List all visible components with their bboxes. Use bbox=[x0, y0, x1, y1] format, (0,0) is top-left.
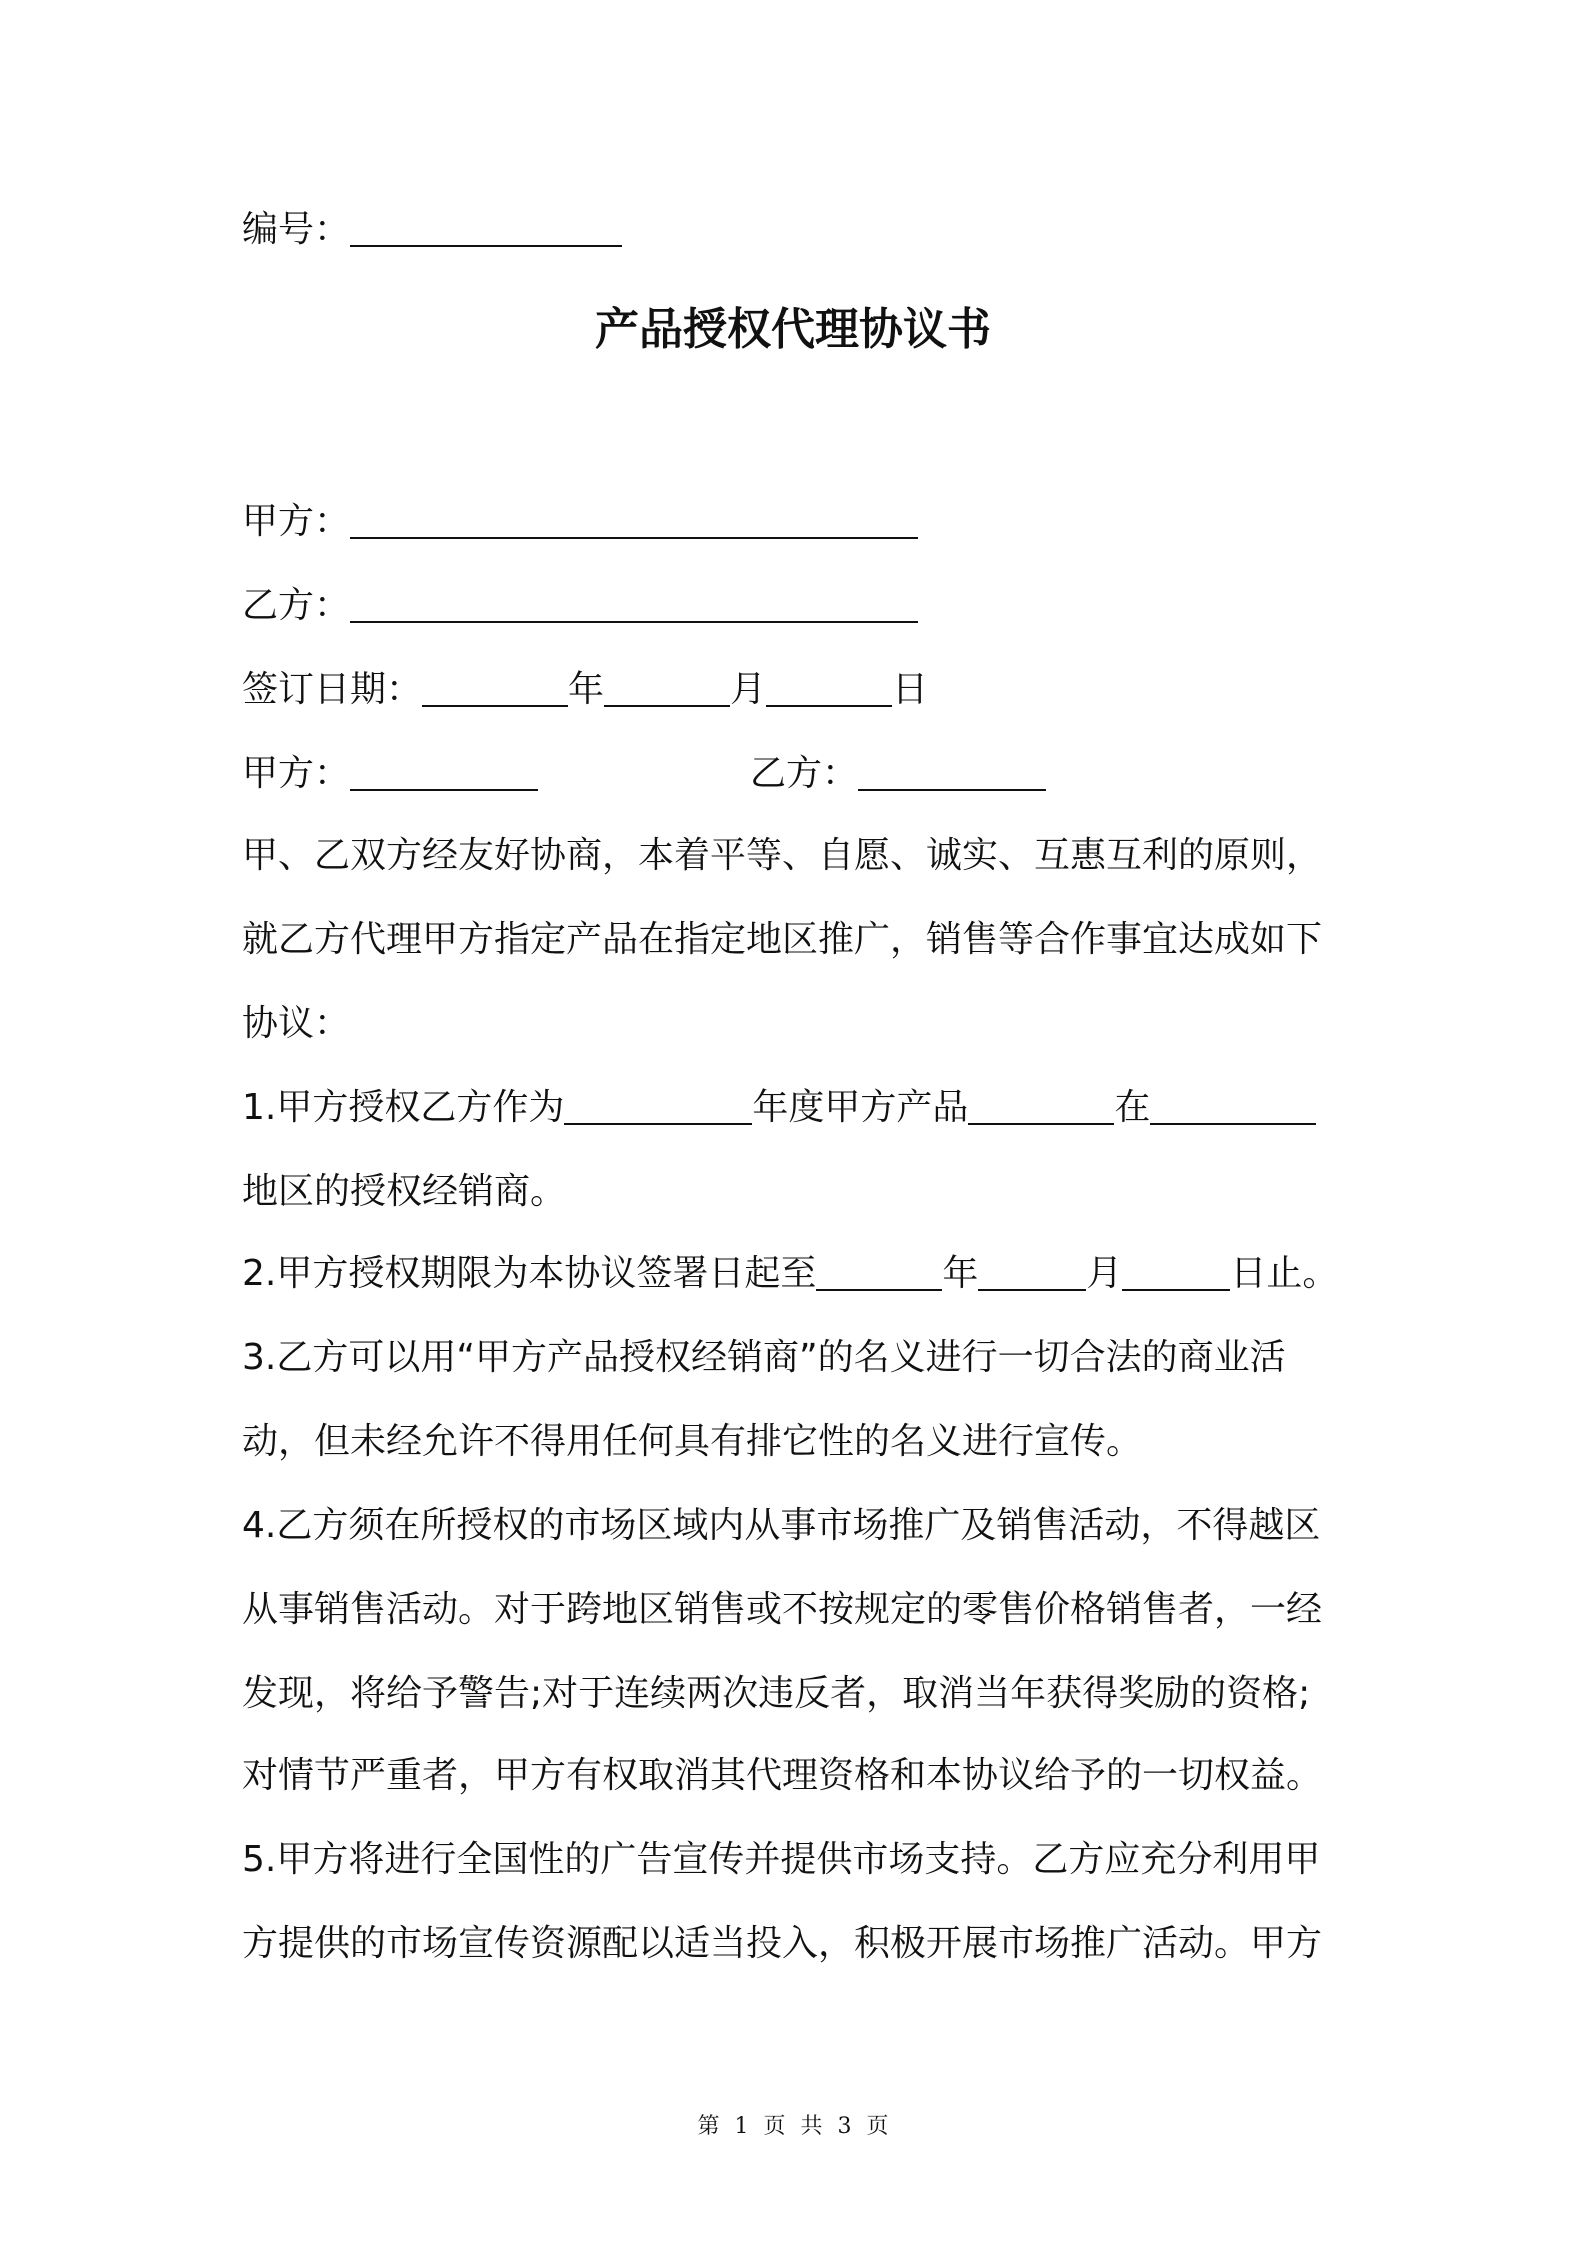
party-a-short-label: 甲方： bbox=[242, 753, 351, 794]
clause-2-month-label: 月 bbox=[1086, 1253, 1123, 1294]
clause-2-month-blank bbox=[978, 1255, 1086, 1291]
clause-1-line bbox=[242, 1082, 1362, 1134]
clause-2-day-blank bbox=[1122, 1255, 1230, 1291]
clause-1-text-a: 1.甲方授权乙方作为 bbox=[242, 1087, 565, 1128]
party-b-label: 乙方： bbox=[242, 585, 351, 626]
clause-4-line: 发现，将给予警告;对于连续两次违反者，取消当年获得奖励的资格; bbox=[242, 1673, 1311, 1714]
clause-1-product-blank bbox=[968, 1089, 1114, 1125]
preamble-line: 协议： bbox=[242, 1003, 351, 1044]
party-b-blank bbox=[350, 587, 918, 623]
party-b-short-label: 乙方： bbox=[750, 753, 859, 794]
clause-1-line: 地区的授权经销商。 bbox=[242, 1171, 567, 1212]
party-a-line bbox=[242, 496, 1362, 548]
clause-3-line: 3.乙方可以用“甲方产品授权经销商”的名义进行一切合法的商业活 bbox=[242, 1337, 1286, 1378]
party-a-label: 甲方： bbox=[242, 501, 351, 542]
document-title: 产品授权代理协议书 bbox=[595, 304, 991, 355]
sign-date-line bbox=[242, 664, 1362, 716]
clause-1-text-b: 年度甲方产品 bbox=[752, 1087, 969, 1128]
clause-4-line: 从事销售活动。对于跨地区销售或不按规定的零售价格销售者，一经 bbox=[242, 1589, 1323, 1630]
clause-2-year-label: 年 bbox=[942, 1253, 979, 1294]
sign-month-blank bbox=[604, 671, 730, 707]
party-a-short-blank bbox=[350, 755, 538, 791]
sign-day-blank bbox=[766, 671, 892, 707]
sign-year-blank bbox=[422, 671, 568, 707]
clause-2-line bbox=[242, 1248, 1362, 1300]
party-b-line bbox=[242, 580, 1362, 632]
day-label: 日 bbox=[892, 669, 929, 710]
clause-5-line: 方提供的市场宣传资源配以适当投入，积极开展市场推广活动。甲方 bbox=[242, 1923, 1323, 1964]
page-number-footer: 第 1 页 共 3 页 bbox=[697, 2114, 889, 2139]
signature-parties-line bbox=[242, 748, 1362, 800]
party-b-short bbox=[750, 748, 1046, 800]
clause-1-text-c: 在 bbox=[1114, 1087, 1151, 1128]
clause-3-line: 动，但未经允许不得用任何具有排它性的名义进行宣传。 bbox=[242, 1421, 1143, 1462]
contract-number-line bbox=[242, 204, 1362, 256]
preamble-line: 就乙方代理甲方指定产品在指定地区推广，销售等合作事宜达成如下 bbox=[242, 919, 1323, 960]
clause-2-text-d: 日止。 bbox=[1230, 1253, 1339, 1294]
sign-date-label: 签订日期： bbox=[242, 669, 423, 710]
year-label: 年 bbox=[568, 669, 605, 710]
clause-4-line: 对情节严重者，甲方有权取消其代理资格和本协议给予的一切权益。 bbox=[242, 1755, 1323, 1796]
clause-2-year-blank bbox=[816, 1255, 942, 1291]
party-a-blank bbox=[350, 503, 918, 539]
clause-4-line: 4.乙方须在所授权的市场区域内从事市场推广及销售活动，不得越区 bbox=[242, 1505, 1321, 1546]
month-label: 月 bbox=[730, 669, 767, 710]
preamble-line: 甲、乙双方经友好协商，本着平等、自愿、诚实、互惠互利的原则， bbox=[242, 835, 1323, 876]
party-b-short-blank bbox=[858, 755, 1046, 791]
clause-1-region-blank bbox=[1150, 1089, 1316, 1125]
contract-number-blank bbox=[350, 211, 622, 247]
clause-2-text-a: 2.甲方授权期限为本协议签署日起至 bbox=[242, 1253, 817, 1294]
clause-1-year-blank bbox=[564, 1089, 752, 1125]
clause-5-line: 5.甲方将进行全国性的广告宣传并提供市场支持。乙方应充分利用甲 bbox=[242, 1839, 1321, 1880]
contract-number-label: 编号： bbox=[242, 209, 351, 250]
